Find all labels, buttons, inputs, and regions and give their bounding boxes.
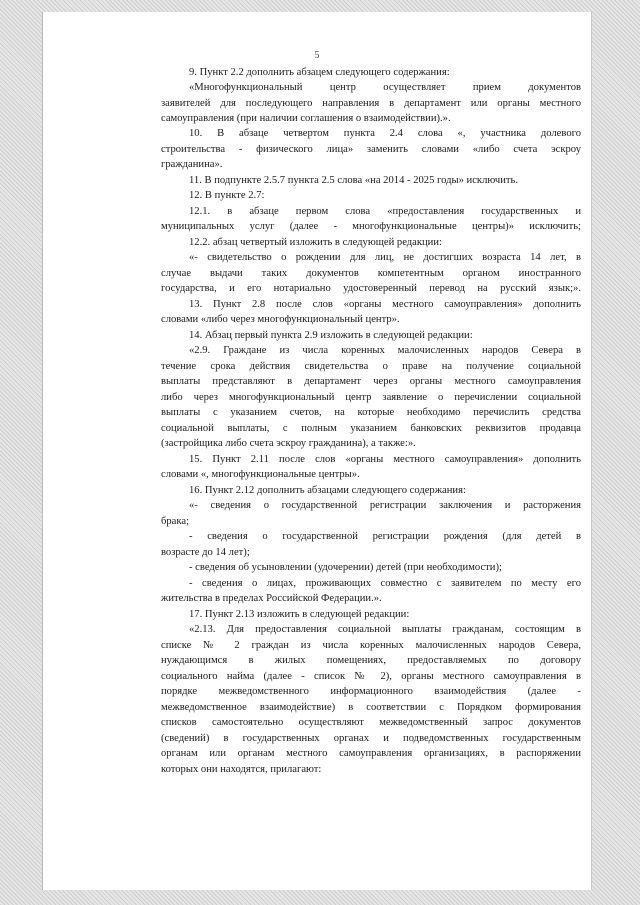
text-line: 12.2. абзац четвертый изложить в следующей редакции:	[189, 237, 442, 248]
text-line: самоуправления (при наличии соглашения о взаимодействии).».	[161, 113, 451, 124]
text-line: социальной выплаты, с полным указанием банковских реквизитов продавца	[161, 423, 581, 434]
text-line: «Многофункциональный центр осуществляет прием документов	[189, 82, 581, 93]
text-line: которых они находятся, прилагают:	[161, 764, 322, 775]
text-line: 11. В подпункте 2.5.7 пункта 2.5 слова «на 2014 - 2025 годы» исключить.	[189, 175, 518, 186]
text-line: словами «либо через многофункциональный центр».	[161, 314, 400, 325]
text-line: - сведения о государственной регистрации рождения (для детей в	[189, 531, 581, 542]
text-line: выплаты представляют в департамент через органы местного самоуправления	[161, 376, 581, 387]
text-line: либо через многофункциональный центр заявление о перечислении социальной	[161, 392, 581, 403]
text-line: 15. Пункт 2.11 после слов «органы местного самоуправления» дополнить	[189, 454, 581, 465]
text-line: строительства - физического лица» заменить словами «либо счета эскроу	[161, 144, 581, 155]
text-line: случае выдачи таких документов компетентным органом иностранного	[161, 268, 581, 279]
text-line: «- сведения о государственной регистрации заключения и расторжения	[189, 500, 581, 511]
text-line: 12. В пункте 2.7:	[189, 190, 265, 201]
text-line: 16. Пункт 2.12 дополнить абзацами следующего содержания:	[189, 485, 466, 496]
text-line: муниципальных услуг (далее - многофункциональные центры)» исключить;	[161, 221, 581, 232]
text-line: списков самостоятельно осуществляют межведомственный запрос документов	[161, 717, 581, 728]
text-line: брака;	[161, 516, 190, 527]
text-line: 13. Пункт 2.8 после слов «органы местного самоуправления» дополнить	[189, 299, 581, 310]
text-line: государства, и его нотариально удостоверенный перевод на русский язык;».	[161, 283, 581, 294]
text-line: гражданина».	[161, 159, 223, 170]
text-line: «2.9. Граждане из числа коренных малочисленных народов Севера в	[189, 345, 581, 356]
text-line: 14. Абзац первый пункта 2.9 изложить в следующей редакции:	[189, 330, 473, 341]
text-line: (застройщика либо счета эскроу гражданина), а также:».	[161, 438, 416, 449]
text-line: 9. Пункт 2.2 дополнить абзацем следующего содержания:	[189, 67, 450, 78]
text-line: жительства в пределах Российской Федерации.».	[161, 593, 382, 604]
text-line: «2.13. Для предоставления социальной выплаты гражданам, состоящим в	[189, 624, 581, 635]
text-line: 10. В абзаце четвертом пункта 2.4 слова «, участника долевого	[189, 128, 581, 139]
text-line: словами «, многофункциональные центры».	[161, 469, 360, 480]
text-line: «- свидетельство о рождении для лиц, не достигших возраста 14 лет, в	[189, 252, 581, 263]
text-line: социального найма (далее - список № 2), органы местного самоуправления в	[161, 671, 581, 682]
text-line: органам или органам местного самоуправления организациях, в распоряжении	[161, 748, 581, 759]
text-line: возрасте до 14 лет);	[161, 547, 250, 558]
text-line: 17. Пункт 2.13 изложить в следующей редакции:	[189, 609, 410, 620]
text-line: заявителей для последующего направления в департамент или органы местного	[161, 98, 581, 109]
text-line: - сведения о лицах, проживающих совместно с заявителем по месту его	[189, 578, 581, 589]
text-line: выплаты с указанием счетов, на которые необходимо перечислить средства	[161, 407, 581, 418]
text-line: (сведений) в государственных органах и подведомственных государственным	[161, 733, 581, 744]
text-line: нуждающимся в жилых помещениях, предоставляемых по договору	[161, 655, 581, 666]
text-line: порядке межведомственного информационного взаимодействия (далее -	[161, 686, 581, 697]
text-line: - сведения об усыновлении (удочерении) детей (при необходимости);	[189, 562, 502, 573]
text-line: 12.1. в абзаце первом слова «предоставления государственных и	[189, 206, 581, 217]
text-line: списке № 2 граждан из числа коренных малочисленных народов Севера,	[161, 640, 581, 651]
text-line: течение срока действия свидетельства о праве на получение социальной	[161, 361, 581, 372]
text-line: межведомственное взаимодействие) в соответствии с Порядком формирования	[161, 702, 581, 713]
document-page	[42, 12, 592, 890]
page-number: 5	[314, 50, 320, 61]
